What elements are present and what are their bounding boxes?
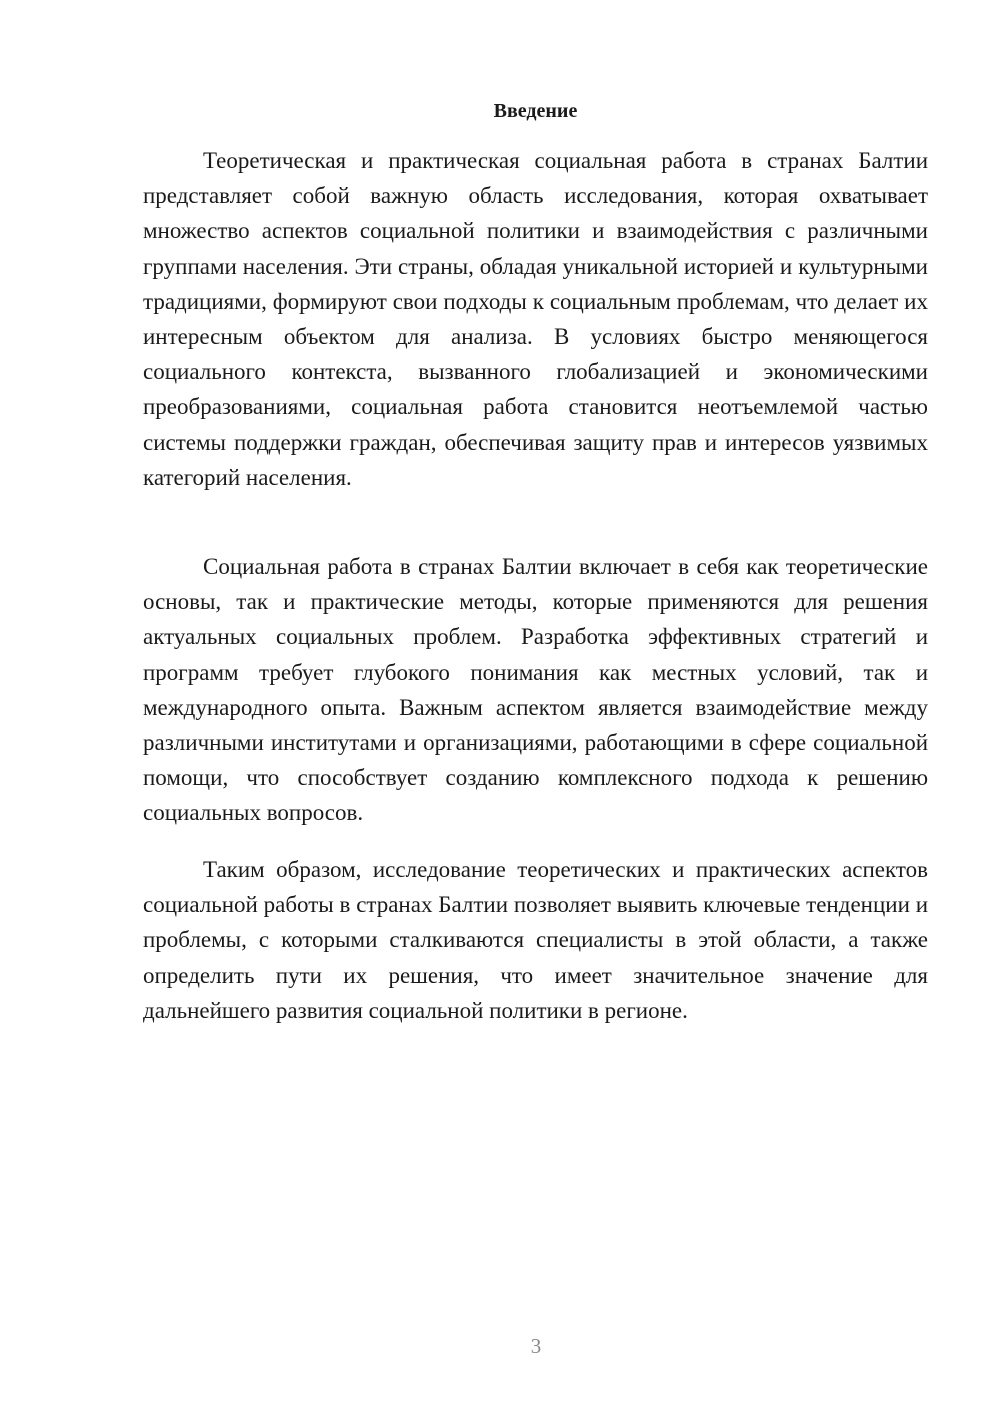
page-number: 3 [530, 1334, 542, 1358]
section-title: Введение [493, 100, 578, 122]
paragraph-2: Социальная работа в странах Балтии включает в себя как теоретические основы, так и практические методы, которые применяются для решения актуальных социальных проблем. Разработка эффективных стратегий и программ требует глубокого понимания как местных условий, так и международного опыта. Важным аспектом является взаимодействие между различными институтами и организациями, работающими в сфере социальной помощи, что способствует созданию комплексного подхода к решению социальных вопросов. [143, 554, 928, 826]
paragraph-3: Таким образом, исследование теоретических и практических аспектов социальной работы в странах Балтии позволяет выявить ключевые тенденции и проблемы, с которыми сталкиваются специалисты в этой области, а также определить пути их решения, что имеет значительное значение для дальнейшего развития социальной политики в регионе. [143, 857, 928, 1023]
paragraph-1: Теоретическая и практическая социальная работа в странах Балтии представляет собой важную область исследования, которая охватывает множество аспектов социальной политики и взаимодействия с различными группами населения. Эти страны, обладая уникальной историей и культурными традициями, формируют свои подходы к социальным проблемам, что делает их интересным объектом для анализа. В условиях быстро меняющегося социального контекста, вызванного глобализацией и экономическими преобразованиями, социальная работа становится неотъемлемой частью системы поддержки граждан, обеспечивая защиту прав и интересов уязвимых категорий населения. [143, 148, 928, 490]
